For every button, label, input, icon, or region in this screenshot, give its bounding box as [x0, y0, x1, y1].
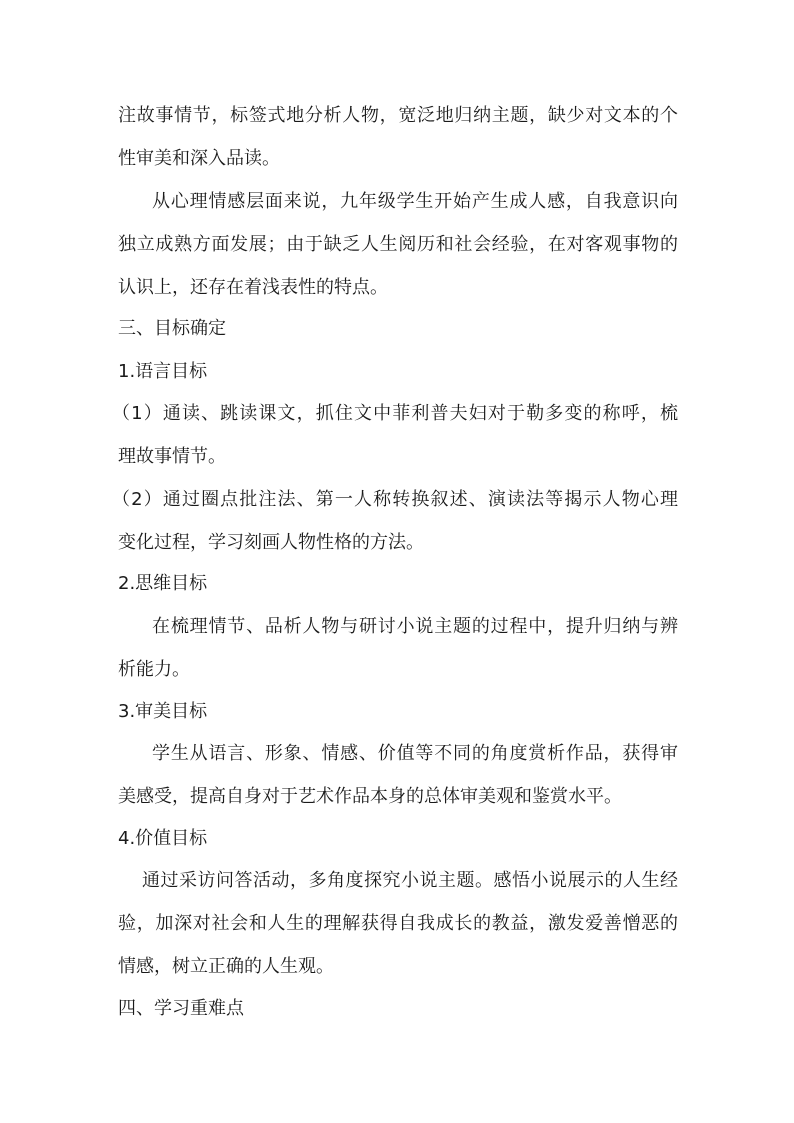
subsection-heading: 1.语言目标: [118, 361, 208, 382]
paragraph-line: 独立成熟方面发展；由于缺乏人生阅历和社会经验，在对客观事物的: [118, 234, 678, 255]
paragraph-line: 性审美和深入品读。: [118, 148, 280, 169]
paragraph-line: 认识上，还存在着浅表性的特点。: [118, 277, 388, 298]
paragraph-line: 从心理情感层面来说，九年级学生开始产生成人感，自我意识向: [152, 191, 678, 212]
subsection-heading: 2.思维目标: [118, 573, 208, 594]
subsection-heading: 4.价值目标: [118, 828, 208, 849]
paragraph-line: 变化过程，学习刻画人物性格的方法。: [118, 532, 424, 553]
subsection-heading: 3.审美目标: [118, 701, 208, 722]
paragraph-line: （1）通读、跳读课文，抓住文中菲利普夫妇对于勒多变的称呼，梳: [112, 403, 678, 424]
paragraph-line: 注故事情节，标签式地分析人物，宽泛地归纳主题，缺少对文本的个: [118, 105, 678, 126]
section-heading: 三、目标确定: [118, 318, 226, 339]
paragraph-line: 验，加深对社会和人生的理解获得自我成长的教益，激发爱善憎恶的: [118, 913, 678, 934]
section-heading: 四、学习重难点: [118, 998, 244, 1019]
paragraph-line: 理故事情节。: [118, 446, 226, 467]
paragraph-line: （2）通过圈点批注法、第一人称转换叙述、演读法等揭示人物心理: [112, 489, 678, 510]
paragraph-line: 美感受，提高自身对于艺术作品本身的总体审美观和鉴赏水平。: [118, 786, 622, 807]
paragraph-line: 析能力。: [118, 659, 190, 680]
paragraph-line: 情感，树立正确的人生观。: [118, 956, 334, 977]
paragraph-line: 通过采访问答活动，多角度探究小说主题。感悟小说展示的人生经: [142, 870, 678, 891]
paragraph-line: 在梳理情节、品析人物与研讨小说主题的过程中，提升归纳与辨: [152, 616, 678, 637]
paragraph-line: 学生从语言、形象、情感、价值等不同的角度赏析作品，获得审: [152, 743, 678, 764]
